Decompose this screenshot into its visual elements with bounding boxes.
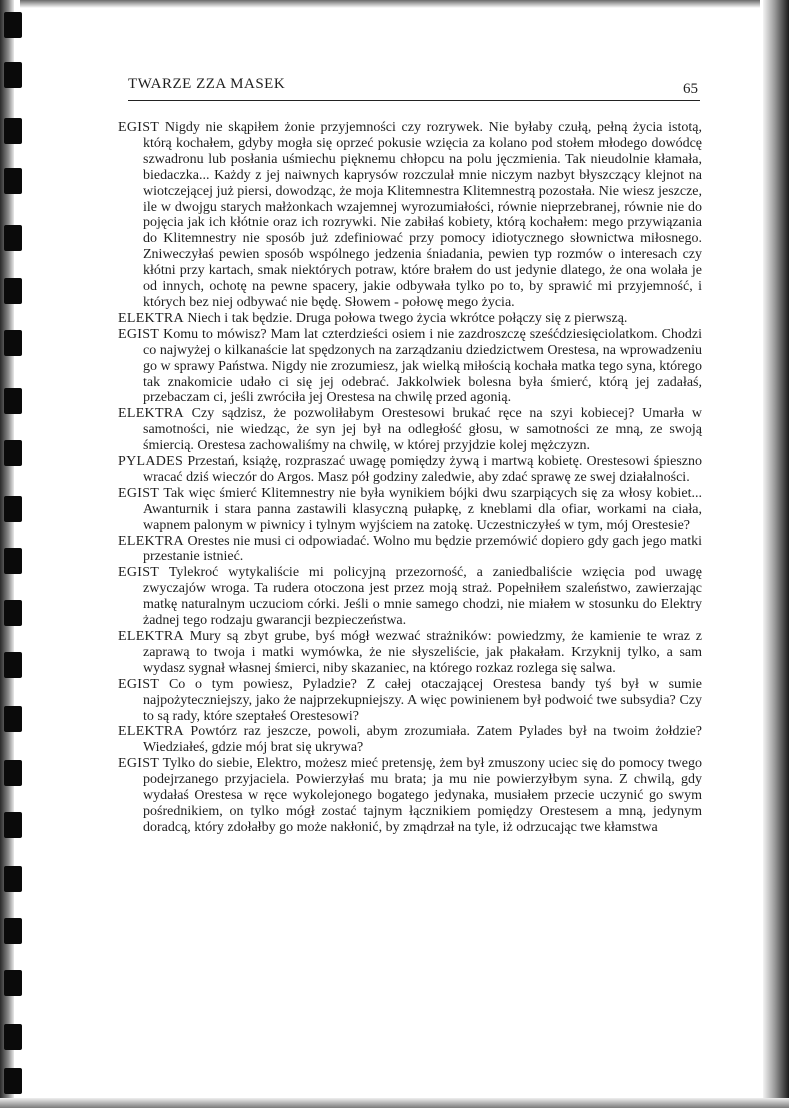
binding-hole: [4, 866, 22, 892]
binding-hole: [4, 706, 22, 732]
speech-paragraph: [118, 327, 702, 407]
speech-paragraph: [118, 677, 702, 725]
running-title: TWARZE ZZA MASEK: [128, 76, 286, 92]
speech-text: Tylko do siebie, Elektro, możesz mieć pretensję, żem był zmuszony uciec się do pomocy twego podejrzanego przyjaciela. Powierzyłaś mu brata; ja mu nie powierzyłbym syna. Z chwilą, gdy wydałaś Orestesa w ręce wykolejonego bogatego jedynaka, musiałem przecie uczynić go swym pośrednikiem, on tylko mógł zostać tajnym łącznikiem pomiędzy Orestesem a mną, jedynym doradcą, który zdołałby go może nakłonić, by zmądrzał na tyle, iż odrzucając twe kłamstwa: [143, 756, 703, 835]
scan-right-shadow: [763, 0, 789, 1108]
binding-hole: [4, 440, 22, 466]
speech-text: Nigdy nie skąpiłem żonie przyjemności czy rozrywek. Nie byłaby czułą, pełną życia istotą, którą kochałem, gdyby mogła się oprzeć pokusie wzięcia za kolano pod stołem młodego dowódcę szwadronu lub posłania uśmiechu pięknemu chłopcu na polu jęczmienia. Tak nieudolnie kłamała, biedaczka... Każdy z jej naiwnych kaprysów rozczulał mnie niczym nazbyt błyszczący klejnot na wiotczejącej już piersi, dowodząc, że moja Klitemnestra Klitemnestrą pozostała. Nie wiesz jeszcze, ile w dwojgu starych małżonkach wzajemnej wyrozumiałości, równie nieprzebranej, równie nie do pojęcia jak ich kłótnie oraz ich rozrywki. Nie zabiłaś kobiety, którą kochałem: mego przywiązania do Klitemnestry nie sposób już zdefiniować przy pomocy idiotycznego słownictwa miłosnego. Zniweczyłaś pewien sposób wspólnego jedzenia śniadania, pewien typ rozmów o interesach czy kłótni przy kartach, smak niektórych potraw, które brałem do ust jedynie dlatego, że ona wolała je od innych, ochotę na pewne spacery, jakie odbywała tylko po to, by sprawić mi przyjemność, i których bez niej odbywać nie będę. Słowem - połowę mego życia.: [143, 120, 702, 310]
speech-paragraph: [118, 406, 702, 454]
binding-hole: [4, 168, 22, 194]
speaker-name: ELEKTRA: [118, 406, 184, 422]
binding-hole: [4, 918, 22, 944]
speech-text: Powtórz raz jeszcze, powoli, abym zrozumiała. Zatem Pylades był na twoim żołdzie? Wiedziałeś, gdzie mój brat się ukrywa?: [143, 724, 703, 756]
binding-hole: [4, 225, 22, 251]
binding-hole: [4, 600, 22, 626]
binding-hole: [4, 652, 22, 678]
binding-hole: [4, 760, 22, 786]
speech-text: Co o tym powiesz, Pyladzie? Z całej otaczającej Orestesa bandy tyś był w sumie najpożyteczniejszy, jako że najprzekupniejszy. A więc powinienem był podwoić twe subsydia? Czy to są rady, które szeptałeś Orestesowi?: [143, 676, 703, 724]
binding-hole: [4, 970, 22, 996]
binding-hole: [4, 548, 22, 574]
speaker-name: EGIST: [118, 565, 160, 581]
speech-text: Niech i tak będzie. Druga połowa twego życia wkrótce połączy się z pierwszą.: [187, 310, 628, 326]
binding-hole: [4, 330, 22, 356]
binding-hole: [4, 62, 22, 88]
binding-hole: [4, 812, 22, 838]
speech-paragraph: [118, 486, 702, 534]
speech-text: Komu to mówisz? Mam lat czterdzieści osiem i nie zazdroszczę sześćdziesięciolatkom. Chodzi co najwyżej o kilkanaście lat spędzonych na zarządzaniu dziedzictwem Orestesa, na wprowadzeniu go w sprawy Państwa. Nigdy nie zrozumiesz, jak wielką miłością kochała matka tego syna, którego tak znakomicie udało ci się jej odebrać. Jakkolwiek bolesna była śmierć, którą jej zadałaś, przebaczam ci, jeśli zwróciła jej Orestesa na chwilę przed agonią.: [143, 326, 703, 406]
binding-hole: [4, 496, 22, 522]
binding-hole: [4, 278, 22, 304]
speech-paragraph: [118, 311, 702, 327]
speech-paragraph: [118, 565, 702, 629]
speaker-name: ELEKTRA: [118, 310, 184, 326]
binding-hole: [4, 118, 22, 144]
speech-text: Tylekroć wytykaliście mi policyjną przezorność, a zaniedbaliście wzięcia pod uwagę zwyczajów wroga. Ta rudera otoczona jest przez moją straż. Popełniłem szaleństwo, zawierzając matkę naturalnym uczuciom córki. Jeśli o mnie samego chodzi, nie miałem w stosunku do Elektry żadnej tego rodzaju gwarancji bezpieczeństwa.: [143, 565, 703, 629]
speaker-name: EGIST: [118, 326, 160, 342]
binding-hole: [4, 1024, 22, 1050]
speaker-name: ELEKTRA: [118, 629, 184, 644]
speaker-name: EGIST: [118, 120, 160, 135]
speech-paragraph: [118, 534, 702, 566]
binding-hole: [4, 12, 22, 38]
speech-text: Orestes nie musi ci odpowiadać. Wolno mu będzie przemówić dopiero gdy gach jego matki przestanie istnieć.: [143, 533, 703, 565]
speech-paragraph: [118, 756, 702, 836]
speaker-name: ELEKTRA: [118, 724, 184, 740]
speech-paragraph: [118, 120, 702, 311]
speaker-name: EGIST: [118, 676, 160, 692]
speech-paragraph: [118, 454, 702, 486]
speaker-name: EGIST: [118, 485, 160, 501]
speech-text: Mury są zbyt grube, byś mógł wezwać strażników: powiedzmy, że kamienie te wraz z zaprawą to twoja i matki wymówka, że nie słyszeliście, jak płakałam. Krzyknij tylko, a sam wydasz sygnał własnej śmierci, niby skazaniec, na którego rozkaz rozlega się salwa.: [143, 629, 703, 676]
speaker-name: EGIST: [118, 756, 160, 772]
page-number: 65: [683, 81, 698, 97]
speech-paragraph: [118, 724, 702, 756]
binding-holes: [0, 0, 30, 1108]
scan-top-edge: [20, 0, 760, 8]
scan-bottom-shadow: [0, 1098, 789, 1108]
binding-hole: [4, 1068, 22, 1094]
page-header: [128, 76, 700, 101]
speaker-name: ELEKTRA: [118, 533, 184, 549]
text-body: [118, 120, 702, 836]
binding-hole: [4, 388, 22, 414]
speech-text: Tak więc śmierć Klitemnestry nie była wynikiem bójki dwu szarpiących się za włosy kobiet... Awanturnik i stara panna zastawili klasyczną pułapkę, z kneblami dla ofiar, workami na ciała, wapnem palonym w piwnicy i tylnym wyjściem na zatokę. Uczestniczyłeś w tym, mój Orestesie?: [143, 485, 702, 533]
speech-text: Czy sądzisz, że pozwoliłabym Orestesowi brukać ręce na szyi kobiecej? Umarła w samotności, nie wiedząc, że syn jej był na odległość głosu, w samotności ze mną, ze swoją śmiercią. Orestesa zachowaliśmy na chwilę, w której przyjdzie kolej mężczyzn.: [143, 406, 703, 454]
speech-text: Przestań, książę, rozpraszać uwagę pomiędzy żywą i martwą kobietę. Orestesowi śpieszno wracać dziś wieczór do Argos. Masz pół godziny zaledwie, aby zdać sprawę ze swej działalności.: [143, 454, 702, 485]
speech-paragraph: [118, 629, 702, 677]
speaker-name: PYLADES: [118, 454, 184, 470]
